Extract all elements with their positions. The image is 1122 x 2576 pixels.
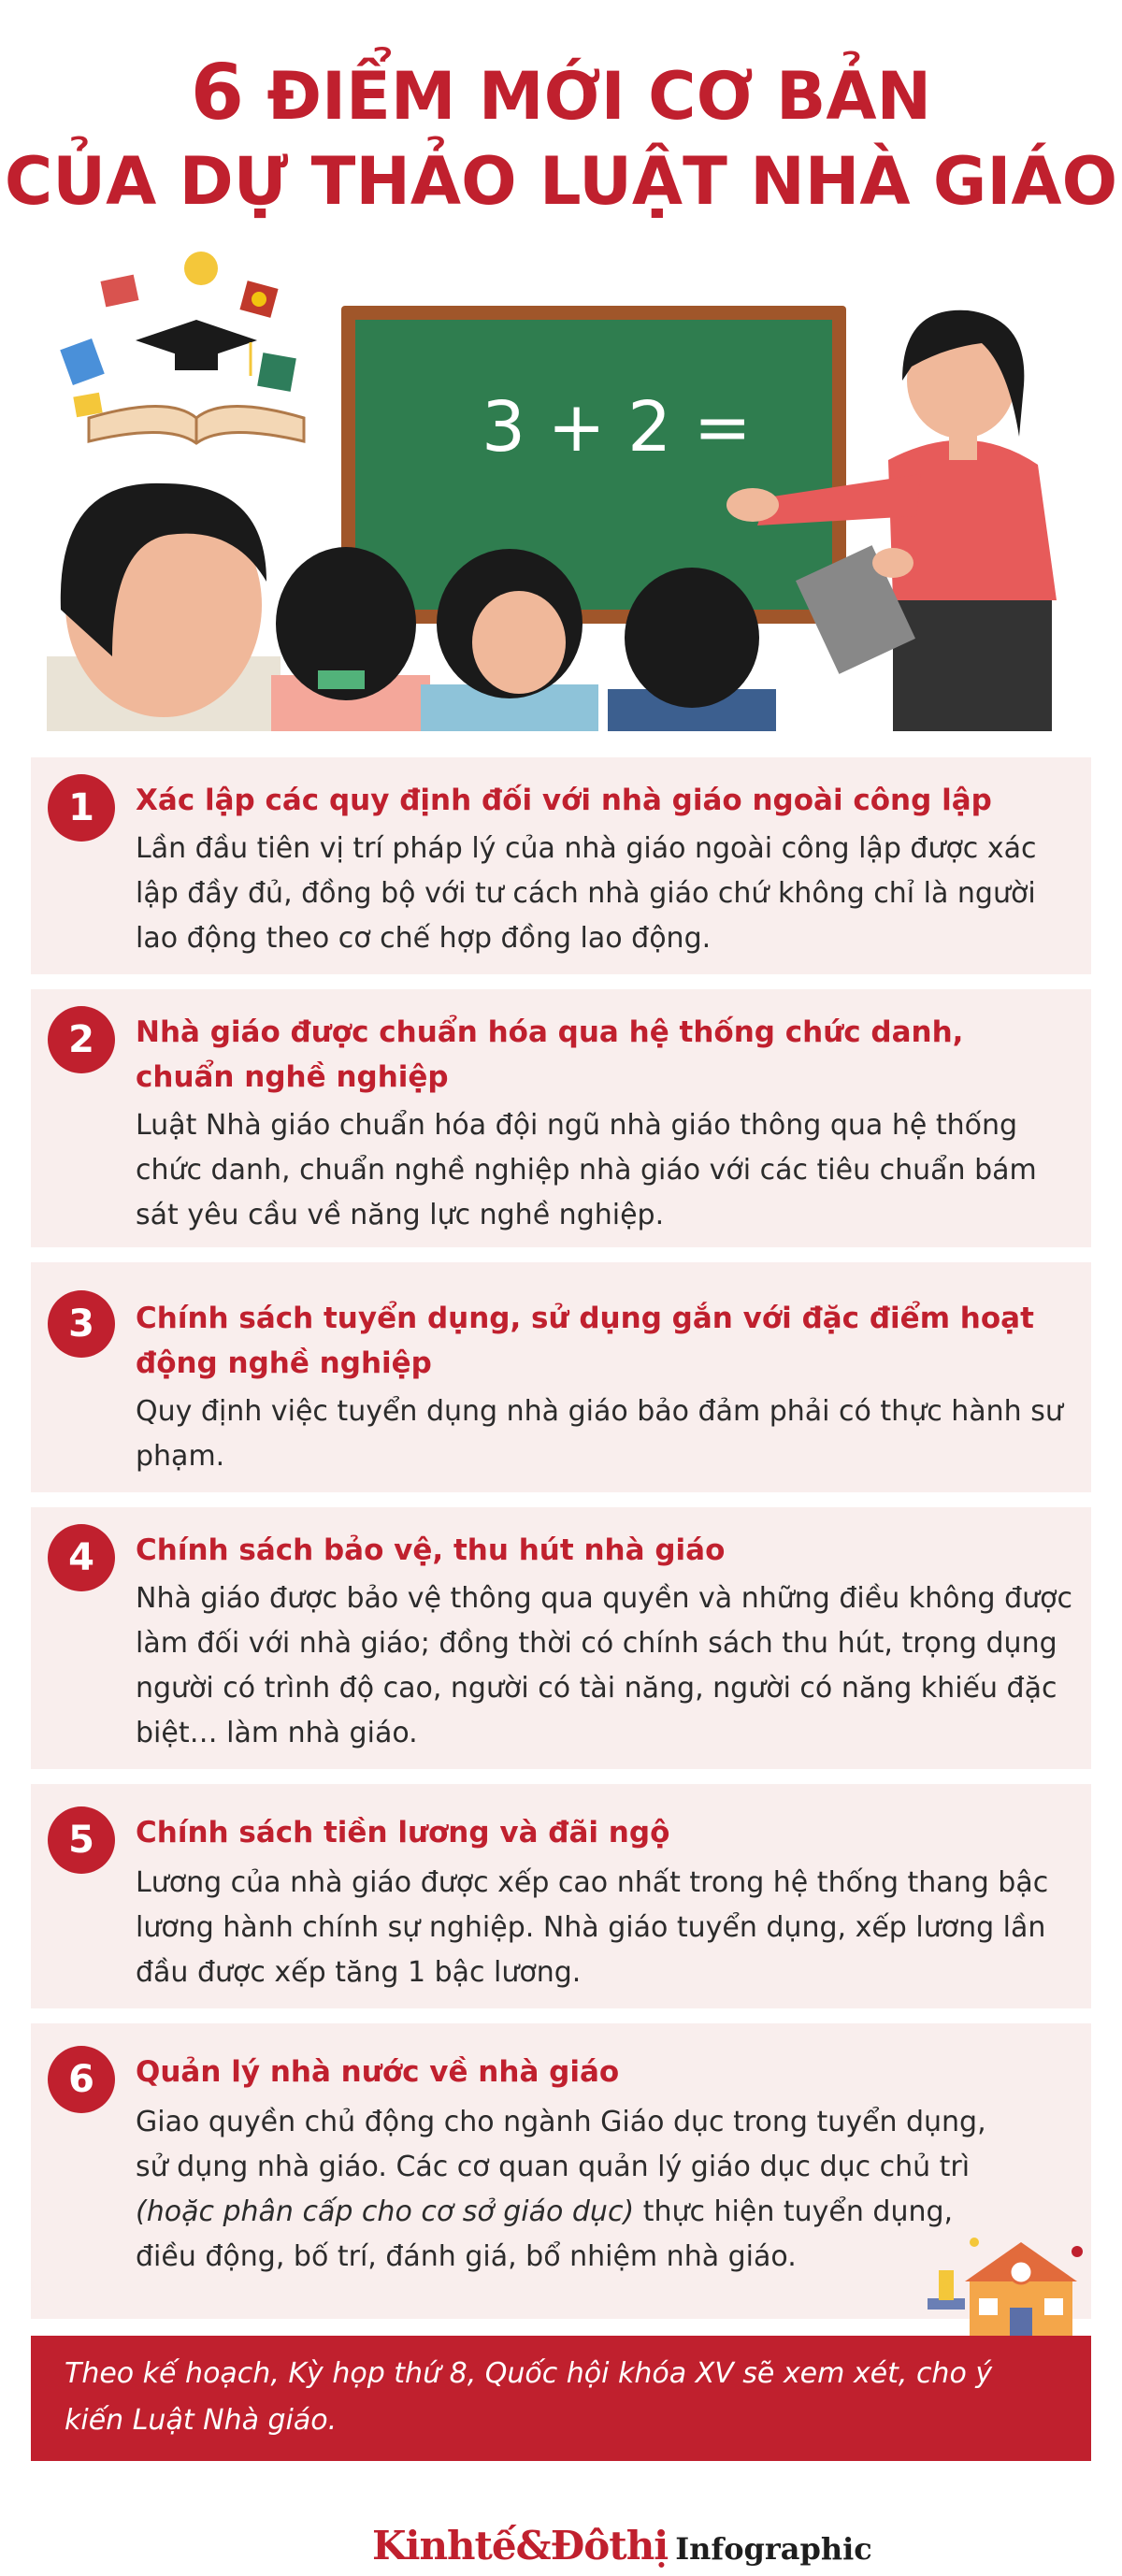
item-body-text: Giao quyền chủ động cho ngành Giáo dục trong tuyển dụng, sử dụng nhà giáo. Các cơ quan quản lý giáo dục dục chủ trì [136, 2106, 986, 2183]
title-text-line1: ĐIỂM MỚI CƠ BẢN [266, 58, 932, 135]
item-body [136, 2100, 996, 2280]
title-number: 6 [190, 49, 244, 137]
item-number-badge: 6 [48, 2046, 115, 2113]
brand-name: Kinhtế&Đôthị [372, 2523, 669, 2569]
item-number-badge: 2 [48, 1006, 115, 1073]
item-body-text-end: thực hiện tuyển dụng, điều động, bố trí, đánh giá, bổ nhiệm nhà giáo. [136, 2195, 954, 2273]
item-body: Lần đầu tiên vị trí pháp lý của nhà giáo ngoài công lập được xác lập đầy đủ, đồng bộ với tư cách nhà giáo chứ không chỉ là người lao động theo cơ chế hợp đồng lao động. [136, 832, 1037, 955]
item-title: Xác lập các quy định đối với nhà giáo ngoài công lập [136, 784, 992, 817]
item-body: Lương của nhà giáo được xếp cao nhất trong hệ thống thang bậc lương hành chính sự nghiệp. Nhà giáo tuyển dụng, xếp lương lần đầu được xếp tăng 1 bậc lương. [136, 1866, 1049, 1989]
item-title: Chính sách tuyển dụng, sử dụng gắn với đặc điểm hoạt động nghề nghiệp [136, 1302, 1034, 1380]
item-body: Nhà giáo được bảo vệ thông qua quyền và những điều không được làm đối với nhà giáo; đồng thời có chính sách thu hút, trọng dụng người có trình độ cao, người có tài năng, người có năng khiếu đặc biệt… làm nhà giáo. [136, 1582, 1072, 1749]
item-title: Chính sách bảo vệ, thu hút nhà giáo [136, 1533, 726, 1567]
item-body: Luật Nhà giáo chuẩn hóa đội ngũ nhà giáo thông qua hệ thống chức danh, chuẩn nghề nghiệp nhà giáo với các tiêu chuẩn bám sát yêu cầu về năng lực nghề nghiệp. [136, 1109, 1037, 1231]
list-item-1 [31, 757, 1091, 974]
classroom-illustration [47, 245, 1075, 731]
list-item-3 [31, 1262, 1091, 1492]
item-title: Chính sách tiền lương và đãi ngộ [136, 1816, 670, 1849]
item-number-badge: 3 [48, 1290, 115, 1358]
footer-note: Theo kế hoạch, Kỳ họp thứ 8, Quốc hội khóa XV sẽ xem xét, cho ý kiến Luật Nhà giáo. [65, 2357, 993, 2437]
item-body: Quy định việc tuyển dụng nhà giáo bảo đảm phải có thực hành sư phạm. [136, 1395, 1063, 1473]
education-icons-cluster [60, 252, 304, 443]
list-item-4 [31, 1507, 1091, 1769]
brand-subtitle: Infographic [675, 2531, 872, 2567]
item-title: Quản lý nhà nước về nhà giáo [136, 2055, 620, 2089]
item-number-badge: 1 [48, 774, 115, 842]
list-item-5 [31, 1784, 1091, 2008]
item-number-badge: 5 [48, 1806, 115, 1874]
item-number-badge: 4 [48, 1524, 115, 1591]
page-title-line2: CỦA DỰ THẢO LUẬT NHÀ GIÁO [4, 143, 1118, 220]
page-title-line1 [0, 49, 1122, 137]
item-title: Nhà giáo được chuẩn hóa qua hệ thống chức danh, chuẩn nghề nghiệp [136, 1015, 964, 1094]
footer-note-box [31, 2336, 1091, 2461]
item-body-italic: (hoặc phân cấp cho cơ sở giáo dục) [136, 2195, 635, 2228]
list-item-2 [31, 989, 1091, 1247]
brand-logo [372, 2523, 872, 2575]
chalkboard-math: 3 + 2 = [482, 387, 752, 468]
school-illustration-icon [918, 2214, 1096, 2354]
